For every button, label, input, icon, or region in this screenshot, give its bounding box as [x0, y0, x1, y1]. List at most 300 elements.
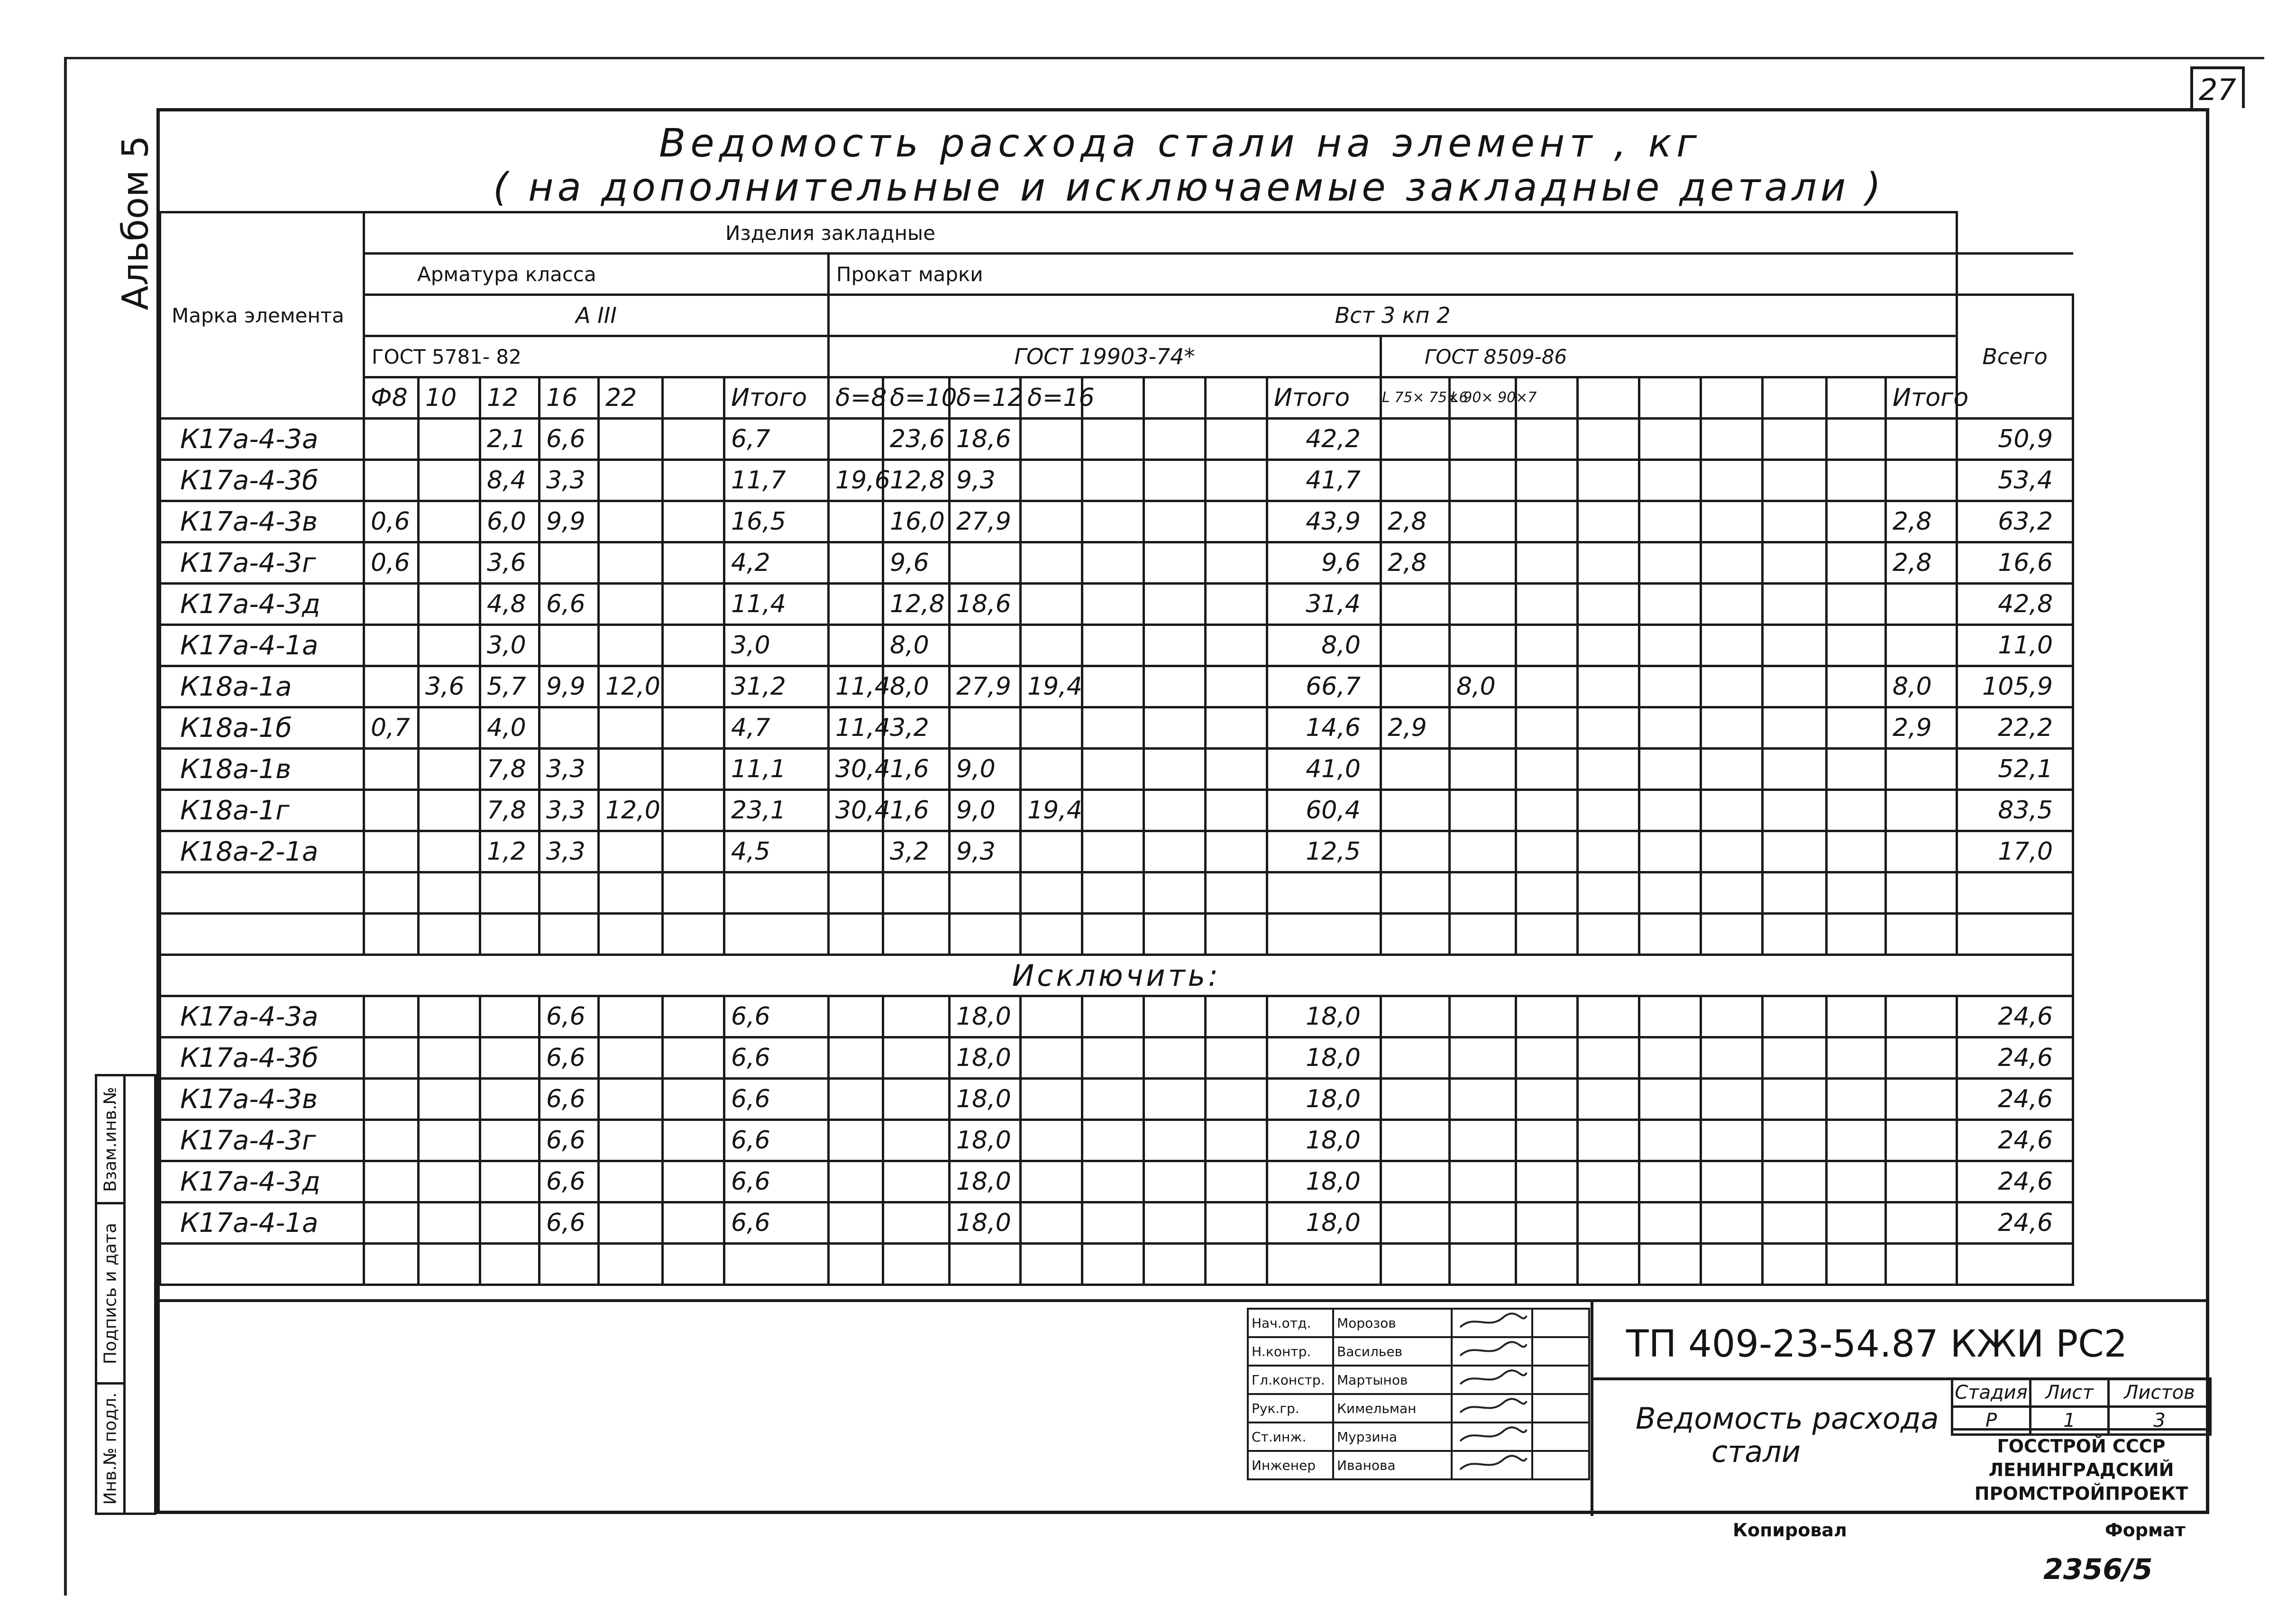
angle-value — [1578, 625, 1639, 666]
angle-value — [1381, 460, 1450, 501]
angle-value — [1639, 1079, 1701, 1120]
table-title-line1: Ведомость расхода стали на элемент , кг — [659, 121, 1702, 166]
angle-sum — [1886, 1120, 1957, 1161]
angle-value — [1516, 1120, 1578, 1161]
signature-row — [1248, 1309, 1589, 1337]
plate-value — [1082, 625, 1144, 666]
plate-value — [1144, 790, 1206, 831]
plate-sum: 14,6 — [1267, 707, 1381, 749]
angle-value — [1701, 831, 1763, 872]
signature-date — [1532, 1394, 1589, 1422]
empty-row — [160, 914, 2073, 955]
plate-value — [1082, 1202, 1144, 1244]
rebar-value — [419, 419, 480, 460]
rebar-value — [419, 1161, 480, 1202]
plate-value — [1144, 542, 1206, 584]
signature-mark — [1452, 1337, 1532, 1366]
rebar-value — [599, 1037, 663, 1079]
angle-value — [1381, 1079, 1450, 1120]
plate-value — [1082, 1079, 1144, 1120]
angle-value — [1827, 749, 1886, 790]
angle-value — [1516, 749, 1578, 790]
signature-mark — [1452, 1366, 1532, 1394]
rebar-sum: 4,7 — [724, 707, 829, 749]
plate-value — [1082, 1120, 1144, 1161]
rebar-value: 6,6 — [540, 1120, 599, 1161]
plate-value — [1206, 790, 1267, 831]
table-row — [160, 625, 2073, 666]
plate-value — [1021, 584, 1082, 625]
angle-value — [1578, 542, 1639, 584]
angle-value — [1578, 1037, 1639, 1079]
row-mark: К18а-1а — [160, 666, 364, 707]
archive-doc-number: 2356/5 — [2043, 1553, 2153, 1586]
plate-value — [1206, 1161, 1267, 1202]
plate-value — [1021, 625, 1082, 666]
gost-angle: ГОСТ 8509-86 — [1381, 336, 1957, 377]
rebar-value — [599, 419, 663, 460]
angle-sum — [1886, 460, 1957, 501]
angle-col-header — [1827, 377, 1886, 419]
row-total: 53,4 — [1957, 460, 2073, 501]
plate-sum: 18,0 — [1267, 1037, 1381, 1079]
angle-sum: 2,9 — [1886, 707, 1957, 749]
rebar-value — [599, 1161, 663, 1202]
plate-value — [1082, 1037, 1144, 1079]
angle-value — [1827, 501, 1886, 542]
table-row — [160, 1161, 2073, 1202]
angle-value — [1763, 1037, 1827, 1079]
angle-sum-header: Итого — [1886, 377, 1957, 419]
plate-value — [1206, 707, 1267, 749]
angle-value — [1827, 1161, 1886, 1202]
plate-value — [1082, 831, 1144, 872]
row-mark: К18а-1в — [160, 749, 364, 790]
rebar-col-header: 10 — [419, 377, 480, 419]
angle-value — [1516, 460, 1578, 501]
organization: ГОССТРОЙ СССР ЛЕНИНГРАДСКИЙ ПРОМСТРОЙПРОЕКТ — [1974, 1436, 2188, 1504]
signature-name: Мурзина — [1333, 1422, 1452, 1451]
rebar-value: 6,6 — [540, 1161, 599, 1202]
angle-value — [1639, 1202, 1701, 1244]
table-row — [160, 707, 2073, 749]
row-mark: К17а-4-3д — [160, 584, 364, 625]
angle-value — [1827, 625, 1886, 666]
plate-value — [1206, 749, 1267, 790]
plate-value — [1144, 749, 1206, 790]
rebar-value — [419, 790, 480, 831]
angle-value: 8,0 — [1450, 666, 1516, 707]
rebar-value — [663, 1202, 724, 1244]
rebar-value — [663, 460, 724, 501]
rebar-value — [480, 1079, 540, 1120]
rebar-value — [599, 542, 663, 584]
plate-value — [883, 1120, 950, 1161]
plate-value — [1082, 707, 1144, 749]
plate-value — [1021, 707, 1082, 749]
signature-role: Нач.отд. — [1248, 1309, 1333, 1337]
signature-date — [1532, 1309, 1589, 1337]
signature-name: Кимельман — [1333, 1394, 1452, 1422]
table-row — [160, 1120, 2073, 1161]
rebar-value: 5,7 — [480, 666, 540, 707]
angle-value — [1381, 831, 1450, 872]
angle-value — [1578, 1120, 1639, 1161]
rebar-sum: 6,6 — [724, 1037, 829, 1079]
plate-value: 8,0 — [883, 625, 950, 666]
angle-value — [1639, 584, 1701, 625]
rebar-value — [419, 707, 480, 749]
plate-value — [1021, 1079, 1082, 1120]
angle-value — [1578, 1079, 1639, 1120]
angle-sum — [1886, 996, 1957, 1037]
angle-value — [1639, 501, 1701, 542]
angle-value — [1827, 1202, 1886, 1244]
angle-value — [1701, 1202, 1763, 1244]
rebar-value — [663, 501, 724, 542]
rebar-value — [663, 996, 724, 1037]
plate-value: 16,0 — [883, 501, 950, 542]
plate-value: 30,4 — [829, 790, 883, 831]
rebar-value — [419, 584, 480, 625]
angle-value — [1516, 584, 1578, 625]
plate-value — [829, 996, 883, 1037]
rebar-value: 0,6 — [364, 542, 419, 584]
plate-value: 9,0 — [950, 749, 1021, 790]
angle-value — [1701, 501, 1763, 542]
plate-value: 18,0 — [950, 1120, 1021, 1161]
row-total: 24,6 — [1957, 1161, 2073, 1202]
plate-sum: 9,6 — [1267, 542, 1381, 584]
rebar-value — [419, 749, 480, 790]
angle-sum — [1886, 1079, 1957, 1120]
plate-value — [1082, 542, 1144, 584]
rolled-grade: Вст 3 кп 2 — [829, 295, 1957, 336]
angle-value — [1701, 1161, 1763, 1202]
angle-col-header: L 75× 75×6 — [1381, 377, 1450, 419]
plate-value — [1144, 1037, 1206, 1079]
rebar-value: 7,8 — [480, 790, 540, 831]
angle-value — [1763, 625, 1827, 666]
rebar-value: 6,6 — [540, 1202, 599, 1244]
angle-value — [1516, 707, 1578, 749]
angle-value — [1381, 419, 1450, 460]
plate-value — [1021, 1202, 1082, 1244]
row-mark: К17а-4-3г — [160, 1120, 364, 1161]
angle-value — [1763, 666, 1827, 707]
angle-value — [1578, 1202, 1639, 1244]
rebar-sum: 11,1 — [724, 749, 829, 790]
angle-value — [1578, 666, 1639, 707]
signature-name: Васильев — [1333, 1337, 1452, 1366]
angle-value — [1639, 790, 1701, 831]
angle-value — [1450, 542, 1516, 584]
plate-value — [1082, 790, 1144, 831]
plate-value — [1206, 542, 1267, 584]
rebar-value: 3,3 — [540, 790, 599, 831]
angle-value — [1516, 1079, 1578, 1120]
plate-value — [1144, 501, 1206, 542]
empty-row — [160, 872, 2073, 914]
rebar-value — [480, 1202, 540, 1244]
row-total: 50,9 — [1957, 419, 2073, 460]
rebar-value — [599, 1202, 663, 1244]
rebar-value: 6,6 — [540, 996, 599, 1037]
rebar-value: 3,3 — [540, 749, 599, 790]
plate-sum: 18,0 — [1267, 1079, 1381, 1120]
angle-value — [1381, 1161, 1450, 1202]
plate-sum: 43,9 — [1267, 501, 1381, 542]
signature-date — [1532, 1366, 1589, 1394]
mark-header: Марка элемента — [160, 212, 364, 419]
angle-value — [1450, 831, 1516, 872]
plate-value — [1082, 749, 1144, 790]
plate-value — [829, 501, 883, 542]
angle-value — [1701, 419, 1763, 460]
angle-sum — [1886, 1202, 1957, 1244]
angle-value — [1701, 996, 1763, 1037]
plate-value: 18,6 — [950, 584, 1021, 625]
angle-sum — [1886, 625, 1957, 666]
angle-value — [1763, 460, 1827, 501]
plate-value: 12,8 — [883, 460, 950, 501]
rebar-value — [419, 542, 480, 584]
rebar-col-header: 12 — [480, 377, 540, 419]
rebar-value — [663, 1037, 724, 1079]
rebar-class-header: Арматура класса — [364, 254, 829, 295]
angle-value — [1639, 1037, 1701, 1079]
plate-value — [1206, 460, 1267, 501]
plate-value — [1082, 666, 1144, 707]
rebar-value — [599, 707, 663, 749]
plate-value: 11,4 — [829, 707, 883, 749]
plate-value — [1021, 542, 1082, 584]
rebar-value — [419, 1120, 480, 1161]
rebar-value: 4,0 — [480, 707, 540, 749]
angle-value — [1763, 749, 1827, 790]
rebar-value: 8,4 — [480, 460, 540, 501]
table-row — [160, 584, 2073, 625]
angle-value — [1578, 460, 1639, 501]
angle-value — [1450, 749, 1516, 790]
rebar-sum: 31,2 — [724, 666, 829, 707]
plate-value — [950, 707, 1021, 749]
plate-value: 18,0 — [950, 1161, 1021, 1202]
plate-value — [1021, 831, 1082, 872]
angle-sum: 2,8 — [1886, 501, 1957, 542]
row-total: 63,2 — [1957, 501, 2073, 542]
angle-value — [1381, 790, 1450, 831]
angle-value — [1578, 790, 1639, 831]
row-mark: К17а-4-1а — [160, 1202, 364, 1244]
rebar-value — [540, 707, 599, 749]
rebar-value: 3,0 — [480, 625, 540, 666]
rebar-value — [419, 1202, 480, 1244]
angle-value — [1763, 790, 1827, 831]
row-mark: К18а-1г — [160, 790, 364, 831]
rebar-value: 12,0 — [599, 790, 663, 831]
rebar-value: 4,8 — [480, 584, 540, 625]
angle-value — [1763, 1120, 1827, 1161]
angle-sum — [1886, 584, 1957, 625]
angle-value: 2,9 — [1381, 707, 1450, 749]
rebar-value — [419, 1037, 480, 1079]
angle-value — [1639, 996, 1701, 1037]
rebar-value: 0,6 — [364, 501, 419, 542]
plate-value — [829, 584, 883, 625]
signature-mark — [1452, 1451, 1532, 1479]
angle-value — [1381, 584, 1450, 625]
plate-value — [883, 1202, 950, 1244]
rebar-value — [364, 666, 419, 707]
plate-value: 18,0 — [950, 1202, 1021, 1244]
plate-value — [1021, 419, 1082, 460]
angle-value — [1516, 666, 1578, 707]
row-mark: К17а-4-3в — [160, 1079, 364, 1120]
angle-value — [1516, 1161, 1578, 1202]
angle-value — [1578, 996, 1639, 1037]
table-row — [160, 460, 2073, 501]
angle-value — [1639, 542, 1701, 584]
plate-sum: 18,0 — [1267, 1161, 1381, 1202]
plate-value: 18,0 — [950, 1079, 1021, 1120]
rebar-sum: 11,4 — [724, 584, 829, 625]
rebar-value — [480, 1120, 540, 1161]
row-total: 83,5 — [1957, 790, 2073, 831]
rebar-value — [599, 996, 663, 1037]
stage-table — [1951, 1377, 2212, 1436]
rebar-value: 3,6 — [419, 666, 480, 707]
angle-value — [1516, 501, 1578, 542]
signature-date — [1532, 1337, 1589, 1366]
empty-row — [160, 1244, 2073, 1285]
rebar-sum: 6,6 — [724, 1161, 829, 1202]
signature-role: Ст.инж. — [1248, 1422, 1333, 1451]
rebar-value — [364, 1120, 419, 1161]
plate-value: 8,0 — [883, 666, 950, 707]
rebar-value — [419, 625, 480, 666]
signature-mark — [1452, 1394, 1532, 1422]
plate-value — [1206, 584, 1267, 625]
row-total: 16,6 — [1957, 542, 2073, 584]
rebar-sum: 6,6 — [724, 1202, 829, 1244]
plate-value: 9,3 — [950, 460, 1021, 501]
side-approval-strip — [95, 1074, 156, 1515]
angle-value — [1516, 419, 1578, 460]
angle-value — [1639, 419, 1701, 460]
plate-value — [1144, 666, 1206, 707]
plate-value — [1144, 707, 1206, 749]
rebar-value — [599, 749, 663, 790]
plate-value — [1082, 1161, 1144, 1202]
angle-value — [1450, 501, 1516, 542]
rebar-value — [364, 749, 419, 790]
rebar-value: 6,6 — [540, 584, 599, 625]
row-total: 22,2 — [1957, 707, 2073, 749]
angle-value: 2,8 — [1381, 501, 1450, 542]
row-total: 24,6 — [1957, 1079, 2073, 1120]
angle-col-header — [1701, 377, 1763, 419]
plate-value: 9,0 — [950, 790, 1021, 831]
plate-value — [829, 1079, 883, 1120]
plate-value: 30,4 — [829, 749, 883, 790]
plate-value: 1,6 — [883, 749, 950, 790]
table-row — [160, 1202, 2073, 1244]
rebar-sum: 3,0 — [724, 625, 829, 666]
plate-value — [1144, 1079, 1206, 1120]
plate-value: 9,3 — [950, 831, 1021, 872]
angle-value — [1639, 749, 1701, 790]
plate-value — [1021, 1120, 1082, 1161]
rebar-value: 12,0 — [599, 666, 663, 707]
angle-value — [1639, 460, 1701, 501]
row-mark: К17а-4-3д — [160, 1161, 364, 1202]
angle-value — [1450, 460, 1516, 501]
rebar-value: 7,8 — [480, 749, 540, 790]
table-row — [160, 542, 2073, 584]
row-total: 42,8 — [1957, 584, 2073, 625]
rebar-value — [599, 831, 663, 872]
rebar-value — [364, 584, 419, 625]
plate-value — [1021, 501, 1082, 542]
angle-value — [1763, 831, 1827, 872]
angle-value — [1450, 584, 1516, 625]
angle-value — [1701, 542, 1763, 584]
angle-value — [1827, 666, 1886, 707]
rebar-value — [663, 1161, 724, 1202]
table-row — [160, 1079, 2073, 1120]
table-row — [160, 1037, 2073, 1079]
plate-col-header: δ=8 — [829, 377, 883, 419]
rolled-grade-label: Прокат марки — [829, 254, 1957, 295]
plate-value: 3,2 — [883, 831, 950, 872]
plate-sum: 18,0 — [1267, 1120, 1381, 1161]
rebar-value — [540, 542, 599, 584]
plate-col-header: δ=10 — [883, 377, 950, 419]
angle-value — [1516, 790, 1578, 831]
steel-consumption-table — [159, 211, 2074, 1286]
rebar-sum-header: Итого — [724, 377, 829, 419]
signature-role: Н.контр. — [1248, 1337, 1333, 1366]
rebar-value — [419, 460, 480, 501]
angle-value — [1381, 1202, 1450, 1244]
rebar-value — [364, 1037, 419, 1079]
angle-sum — [1886, 419, 1957, 460]
album-label: Альбом 5 — [114, 135, 156, 311]
side-cell-replace-inv: Взам.инв.№ — [97, 1076, 123, 1204]
plate-value: 27,9 — [950, 666, 1021, 707]
signature-row — [1248, 1366, 1589, 1394]
plate-value — [883, 996, 950, 1037]
plate-value — [1082, 460, 1144, 501]
angle-value — [1450, 790, 1516, 831]
angle-sum — [1886, 831, 1957, 872]
angle-value — [1763, 501, 1827, 542]
stage-label: Стадия — [1952, 1379, 2031, 1407]
gost-plate: ГОСТ 19903-74* — [829, 336, 1381, 377]
sheets-value: 3 — [2109, 1407, 2211, 1435]
signature-mark — [1452, 1309, 1532, 1337]
angle-value — [1578, 419, 1639, 460]
angle-value — [1516, 542, 1578, 584]
angle-value — [1516, 625, 1578, 666]
plate-value — [1206, 419, 1267, 460]
rebar-value: 3,3 — [540, 831, 599, 872]
rebar-value — [663, 707, 724, 749]
plate-col-header — [1206, 377, 1267, 419]
plate-sum: 60,4 — [1267, 790, 1381, 831]
plate-value — [1206, 625, 1267, 666]
